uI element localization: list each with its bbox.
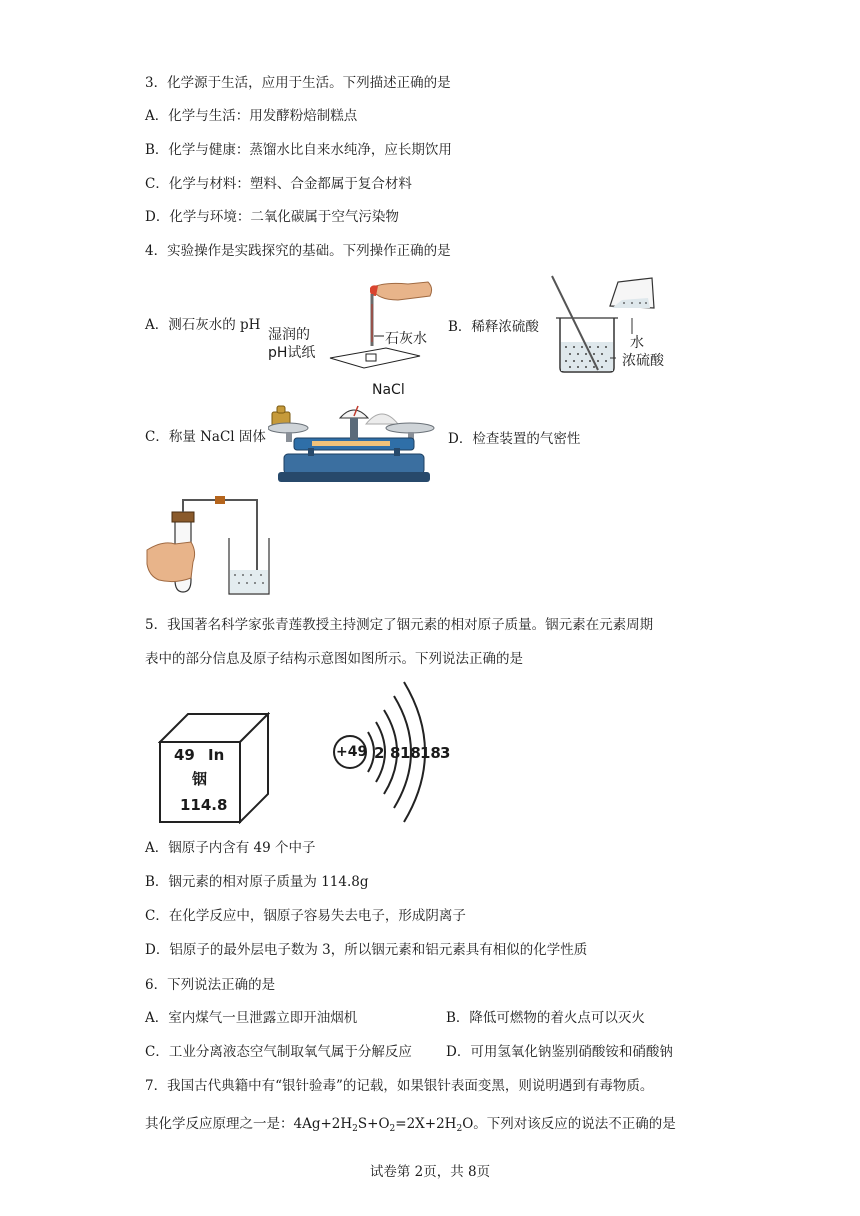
element-card	[158, 712, 270, 824]
label-nacl: NaCl	[372, 382, 405, 398]
element-symbol: In	[208, 746, 225, 764]
q5-stem-line1: 5．我国著名科学家张青莲教授主持测定了铟元素的相对原子质量。铟元素在元素周期	[145, 617, 654, 633]
q7-stem-prefix: 其化学反应原理之一是：	[145, 1116, 294, 1132]
balance-figure	[268, 382, 440, 488]
q7-stem-line1: 7．我国古代典籍中有“银针验毒”的记载，如果银针表面变黑，则说明遇到有毒物质。	[145, 1078, 654, 1094]
shell-5: 3	[440, 744, 451, 762]
dilute-acid-figure	[548, 272, 688, 376]
airtight-check-figure	[145, 492, 275, 602]
element-number: 49	[174, 746, 195, 764]
q4-option-a: A．测石灰水的 pH	[145, 317, 261, 333]
label-water: 水	[630, 335, 644, 351]
q6-stem: 6．下列说法正确的是	[145, 977, 276, 993]
ph-label-limewater: 石灰水	[385, 331, 427, 347]
q3-option-d: D．化学与环境：二氧化碳属于空气污染物	[145, 209, 399, 225]
q4-stem: 4．实验操作是实践探究的基础。下列操作正确的是	[145, 243, 451, 259]
nacl-pile-icon	[366, 414, 398, 424]
hand-icon	[147, 542, 195, 582]
shell-3: 18	[400, 744, 421, 762]
q5-option-b: B．铟元素的相对原子质量为 114.8g	[145, 874, 369, 890]
q4-option-b: B．稀释浓硫酸	[448, 319, 539, 335]
shell-2: 8	[390, 744, 401, 762]
page-footer: 试卷第 2页，共 8页	[369, 1164, 491, 1180]
q3-option-c: C．化学与材料：塑料、合金都属于复合材料	[145, 176, 412, 192]
element-mass: 114.8	[180, 796, 228, 814]
q5-option-a: A．铟原子内含有 49 个中子	[145, 840, 316, 856]
q6-option-b: B．降低可燃物的着火点可以灭火	[446, 1010, 645, 1026]
q7-stem-suffix: 。下列对该反应的说法不正确的是	[473, 1116, 676, 1132]
q3-option-b: B．化学与健康：蒸馏水比自来水纯净，应长期饮用	[145, 142, 452, 158]
q5-stem-line2: 表中的部分信息及原子结构示意图如图所示。下列说法正确的是	[145, 651, 523, 667]
chemical-equation: $4Ag+2H_2S+O_2=2X+2H_2O$	[293, 1116, 474, 1134]
nucleus-charge: +49	[336, 744, 368, 760]
hand-icon	[376, 282, 432, 300]
ph-test-figure	[268, 276, 440, 372]
q3-stem: 3．化学源于生活，应用于生活。下列描述正确的是	[145, 75, 451, 91]
q4-option-d: D．检查装置的气密性	[448, 431, 581, 447]
ph-label-wet: 湿润的	[268, 327, 310, 343]
q4-option-c: C．称量 NaCl 固体	[145, 429, 266, 445]
shell-4: 18	[420, 744, 441, 762]
shell-1: 2	[374, 744, 385, 762]
q6-option-c: C．工业分离液态空气制取氧气属于分解反应	[145, 1044, 412, 1060]
atom-structure-diagram	[330, 676, 460, 826]
ph-label-paper: pH试纸	[268, 345, 316, 361]
q3-option-a: A．化学与生活：用发酵粉焙制糕点	[145, 108, 358, 124]
q5-option-c: C．在化学反应中，铟原子容易失去电子，形成阴离子	[145, 908, 466, 924]
label-acid: 浓硫酸	[622, 353, 664, 369]
element-name: 铟	[192, 770, 208, 788]
q6-option-d: D．可用氢氧化钠鉴别硝酸铵和硝酸钠	[446, 1044, 673, 1060]
q6-option-a: A．室内煤气一旦泄露立即开油烟机	[145, 1010, 358, 1026]
q5-option-d: D．铝原子的最外层电子数为 3，所以铟元素和铝元素具有相似的化学性质	[145, 942, 588, 958]
q7-stem-line2	[145, 1114, 676, 1139]
